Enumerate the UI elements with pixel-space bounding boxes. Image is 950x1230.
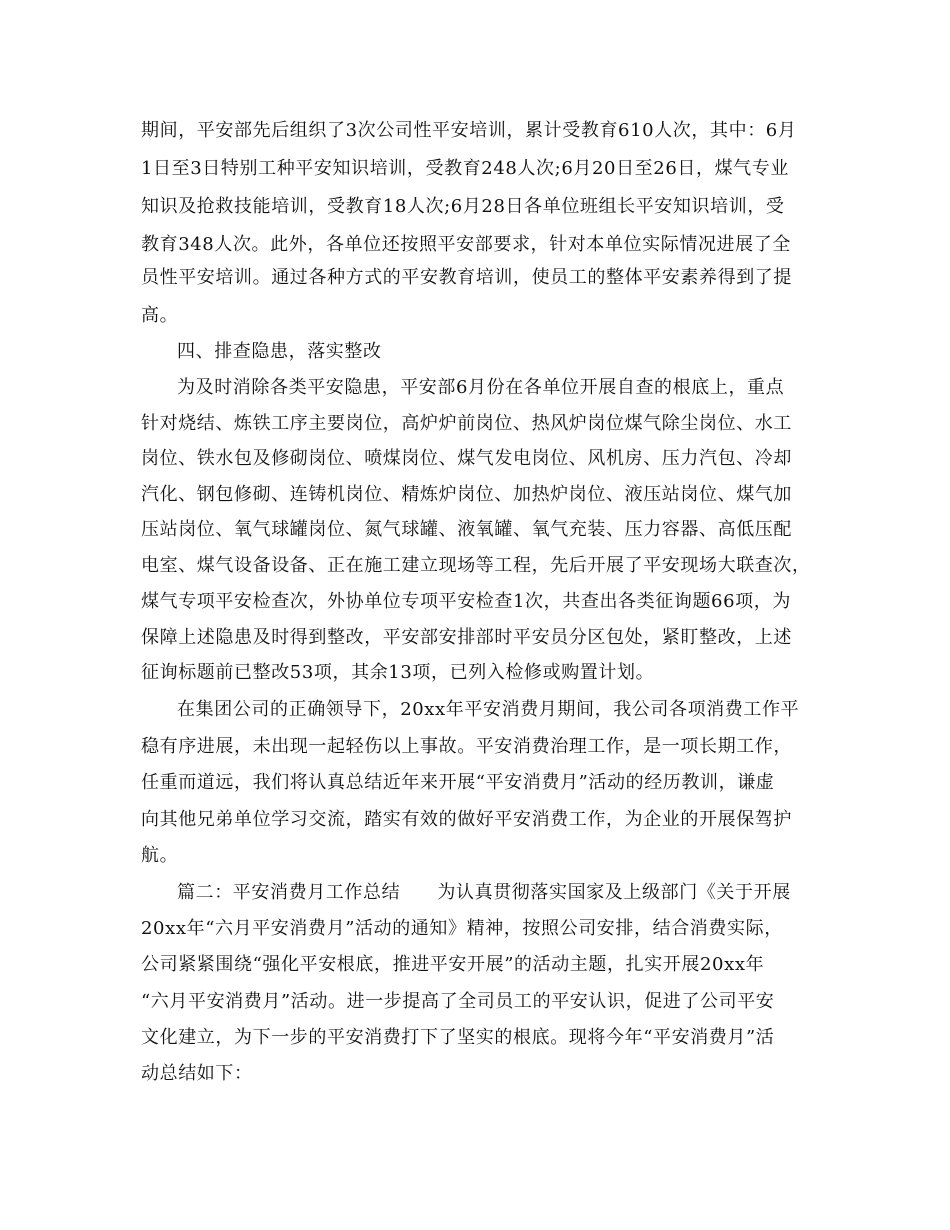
body-text-line: 员性平安培训。通过各种方式的平安教育培训，使员工的整体平安素养得到了提 — [141, 267, 792, 288]
body-text-line: 保障上述隐患及时得到整改，平安部安排部时平安员分区包处，紧盯整改，上述 — [141, 627, 792, 648]
body-text-line: 高。 — [141, 305, 179, 326]
body-text-line: 航。 — [141, 845, 179, 866]
body-text-line: 稳有序进展，未出现一起轻伤以上事故。平安消费治理工作，是一项长期工作， — [141, 736, 792, 757]
body-text-line: 文化建立，为下一步的平安消费打下了坚实的根底。现将今年“平安消费月”活 — [141, 1027, 775, 1048]
body-text-line: 针对烧结、炼铁工序主要岗位，高炉炉前岗位、热风炉岗位煤气除尘岗位、水工 — [141, 413, 792, 434]
body-text-line: 压站岗位、氧气球罐岗位、氮气球罐、液氧罐、氧气充装、压力容器、高低压配 — [141, 519, 792, 540]
body-text-line: 征询标题前已整改53项，其余13项，已列入检修或购置计划。 — [141, 662, 655, 683]
body-text-line: 为及时消除各类平安隐患，平安部6月份在各单位开展自查的根底上，重点 — [177, 377, 785, 398]
body-text-line: 公司紧紧围绕“强化平安根底，推进平安开展”的活动主题，扎实开展20xx年 — [141, 954, 765, 975]
body-text-line: 20xx年“六月平安消费月”活动的通知》精神，按照公司安排，结合消费实际， — [141, 918, 783, 939]
section-heading: 四、排查隐患，落实整改 — [177, 341, 382, 362]
body-text-line: 在集团公司的正确领导下，20xx年平安消费月期间，我公司各项消费工作平 — [177, 699, 800, 720]
body-text-line: 汽化、钢包修砌、连铸机岗位、精炼炉岗位、加热炉岗位、液压站岗位、煤气加 — [141, 484, 792, 505]
body-text-line: 电室、煤气设备设备、正在施工建立现场等工程，先后开展了平安现场大联查次， — [141, 555, 811, 576]
body-text-line: 教育348人次。此外，各单位还按照平安部要求，针对本单位实际情况进展了全 — [141, 234, 791, 255]
body-text-line: “六月平安消费月”活动。进一步提高了全司员工的平安认识，促进了公司平安 — [141, 991, 775, 1012]
body-text-line: 1日至3日特别工种平安知识培训，受教育248人次;6月20日至26日，煤气专业 — [141, 158, 789, 179]
body-text-line: 任重而道远，我们将认真总结近年来开展“平安消费月”活动的经历教训，谦虚 — [141, 772, 775, 793]
body-text-line: 篇二：平安消费月工作总结 为认真贯彻落实国家及上级部门《关于开展 — [177, 882, 791, 903]
body-text-line: 动总结如下： — [141, 1063, 253, 1084]
body-text-line: 岗位、铁水包及修砌岗位、喷煤岗位、煤气发电岗位、风机房、压力汽包、冷却 — [141, 448, 792, 469]
body-text-line: 向其他兄弟单位学习交流，踏实有效的做好平安消费工作，为企业的开展保驾护 — [141, 809, 792, 830]
body-text-line: 期间，平安部先后组织了3次公司性平安培训，累计受教育610人次，其中：6月 — [141, 120, 797, 141]
body-text-line: 煤气专项平安检查次，外协单位专项平安检查1次，共查出各类征询题66项，为 — [141, 591, 791, 612]
body-text-line: 知识及抢救技能培训，受教育18人次;6月28日各单位班组长平安知识培训，受 — [141, 196, 785, 217]
